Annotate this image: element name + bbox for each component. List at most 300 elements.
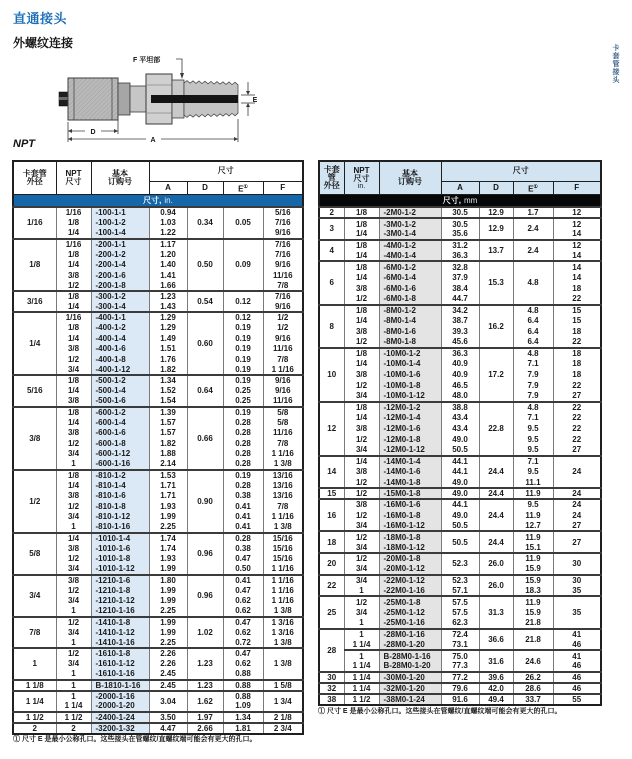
dim-d-cell: 0.90 bbox=[187, 470, 223, 533]
tube-od-cell: 12 bbox=[319, 402, 344, 456]
header-dim-d: D bbox=[479, 181, 513, 195]
table-row bbox=[13, 480, 303, 491]
dim-a-cell: 1.71 bbox=[149, 480, 187, 491]
table-row bbox=[319, 369, 601, 380]
ordering-number-cell: -2000-1-16 bbox=[91, 691, 149, 702]
dim-f-cell: 15/16 bbox=[263, 543, 303, 554]
dim-e-cell: 9.5 bbox=[513, 423, 553, 434]
ordering-number-cell: -1610-1-8 bbox=[91, 648, 149, 659]
tube-od-cell: 3/16 bbox=[13, 291, 56, 312]
dim-e-cell: 0.41 bbox=[223, 501, 263, 512]
dim-a-cell: 1.23 bbox=[149, 291, 187, 302]
ordering-number-cell: -200-1-6 bbox=[91, 270, 149, 281]
dim-f-cell: 7/8 bbox=[263, 281, 303, 292]
ordering-number-cell: -10M0-1-2 bbox=[379, 348, 441, 359]
dim-d-cell: 22.8 bbox=[479, 402, 513, 456]
dim-a-cell: 57.5 bbox=[441, 607, 479, 618]
ordering-number-cell: -20M0-1-12 bbox=[379, 564, 441, 575]
dim-e-cell: 0.41 bbox=[223, 522, 263, 533]
table-row bbox=[13, 638, 303, 649]
dim-e-cell: 0.47 bbox=[223, 617, 263, 628]
table-row bbox=[319, 639, 601, 650]
footnote-inches: ① 尺寸 E 是最小公称孔口。这些接头在管螺纹/直螺纹端可能会有更大的孔口。 bbox=[13, 736, 257, 743]
dim-f-cell: 14 bbox=[553, 229, 601, 240]
dim-e-cell: 1.09 bbox=[223, 701, 263, 712]
header-dim-a: A bbox=[441, 181, 479, 195]
dim-f-cell: 11/16 bbox=[263, 270, 303, 281]
ordering-number-cell: -8M0-1-8 bbox=[379, 337, 441, 348]
dim-a-cell: 2.45 bbox=[149, 669, 187, 680]
ordering-number-cell: -1210-1-12 bbox=[91, 596, 149, 607]
dim-npt-cell: 1/2 bbox=[344, 510, 379, 521]
dim-e-cell: 15.9 bbox=[513, 564, 553, 575]
dim-npt-cell: 1/2 bbox=[56, 438, 91, 449]
ordering-number-cell: -18M0-1-8 bbox=[379, 531, 441, 542]
ordering-number-cell: -810-1-4 bbox=[91, 480, 149, 491]
dim-e-cell: 7.1 bbox=[513, 359, 553, 370]
table-row bbox=[13, 617, 303, 628]
ordering-number-cell: -810-1-8 bbox=[91, 501, 149, 512]
dim-e-cell: 21.8 bbox=[513, 618, 553, 629]
dim-a-cell: 1.57 bbox=[149, 417, 187, 428]
ordering-number-cell: -200-1-1 bbox=[91, 239, 149, 250]
dim-npt-cell: 1/8 bbox=[344, 261, 379, 272]
dim-a-cell: 50.5 bbox=[441, 445, 479, 456]
dim-f-cell: 46 bbox=[553, 639, 601, 650]
dim-e-cell: 6.4 bbox=[513, 337, 553, 348]
dim-e-cell: 15.1 bbox=[513, 542, 553, 553]
dim-e-cell: 0.88 bbox=[223, 680, 263, 691]
header-dimensions: 尺寸 bbox=[441, 161, 601, 181]
dim-a-cell: 77.2 bbox=[441, 672, 479, 683]
dim-npt-cell: 1 bbox=[344, 618, 379, 629]
dim-f-cell: 18 bbox=[553, 359, 601, 370]
dim-npt-cell: 3/4 bbox=[56, 564, 91, 575]
ordering-number-cell: -16M0-1-6 bbox=[379, 499, 441, 510]
dim-a-cell: 1.03 bbox=[149, 218, 187, 229]
table-row bbox=[13, 428, 303, 439]
ordering-number-cell: -600-1-4 bbox=[91, 417, 149, 428]
dim-e-cell: 7.9 bbox=[513, 391, 553, 402]
dim-npt-cell: 1/2 bbox=[56, 501, 91, 512]
table-row bbox=[319, 531, 601, 542]
dim-f-cell: 18 bbox=[553, 283, 601, 294]
dim-e-cell: 11.9 bbox=[513, 488, 553, 499]
dim-f-cell: 7/16 bbox=[263, 291, 303, 302]
dim-e-cell: 0.88 bbox=[223, 669, 263, 680]
dim-npt-cell: 2 bbox=[56, 723, 91, 734]
dim-npt-cell: 1/4 bbox=[56, 417, 91, 428]
dim-npt-cell: 1/2 bbox=[344, 553, 379, 564]
tube-od-cell: 5/8 bbox=[13, 533, 56, 575]
ordering-number-cell: -14M0-1-6 bbox=[379, 466, 441, 477]
dim-e-cell: 15.9 bbox=[513, 607, 553, 618]
dim-e-cell: 1.7 bbox=[513, 207, 553, 218]
header-npt-size: NPT 尺寸 in. bbox=[344, 161, 379, 195]
size-group-1-16 bbox=[13, 207, 303, 239]
dim-a-cell: 1.54 bbox=[149, 396, 187, 407]
tube-od-cell: 10 bbox=[319, 348, 344, 402]
dim-f-cell: 14 bbox=[553, 261, 601, 272]
dim-a-cell: 52.3 bbox=[441, 575, 479, 586]
dim-f-cell: 1 1/16 bbox=[263, 365, 303, 376]
dim-npt-cell: 3/4 bbox=[56, 659, 91, 670]
ordering-number-cell: -25M0-1-16 bbox=[379, 618, 441, 629]
dim-e-cell: 21.8 bbox=[513, 629, 553, 651]
tube-od-cell: 14 bbox=[319, 456, 344, 488]
dim-a-cell: 1.82 bbox=[149, 438, 187, 449]
dim-npt-cell: 3/8 bbox=[56, 491, 91, 502]
dim-a-cell: 1.99 bbox=[149, 617, 187, 628]
table-row bbox=[13, 691, 303, 702]
npt-table-inches bbox=[12, 160, 304, 735]
header-ordering-number: 基本 订购号 bbox=[379, 161, 441, 195]
dim-npt-cell: 1/8 bbox=[344, 305, 379, 316]
size-group-3-16 bbox=[13, 291, 303, 312]
table-row bbox=[13, 491, 303, 502]
dim-e-cell: 4.8 bbox=[513, 261, 553, 304]
table-row bbox=[319, 672, 601, 683]
size-group-3 bbox=[319, 218, 601, 240]
table-row bbox=[13, 407, 303, 418]
dim-npt-cell: 1/2 bbox=[56, 617, 91, 628]
size-group-1-1-4 bbox=[13, 691, 303, 712]
table-row bbox=[13, 354, 303, 365]
tube-od-cell: 15 bbox=[319, 488, 344, 499]
ordering-number-cell: -400-1-1 bbox=[91, 312, 149, 323]
dim-f-cell: 7/16 bbox=[263, 218, 303, 229]
dim-d-cell: 1.23 bbox=[187, 680, 223, 691]
dim-a-cell: 3.04 bbox=[149, 691, 187, 712]
dim-e-cell: 4.8 bbox=[513, 348, 553, 359]
dim-e-cell: 0.19 bbox=[223, 470, 263, 481]
dim-npt-cell: 1 1/4 bbox=[344, 683, 379, 694]
ordering-number-cell: -10M0-1-6 bbox=[379, 369, 441, 380]
dim-f-cell: 11/16 bbox=[263, 396, 303, 407]
dim-e-cell: 0.12 bbox=[223, 312, 263, 323]
table-row bbox=[13, 669, 303, 680]
dim-a-cell: 1.52 bbox=[149, 386, 187, 397]
dim-npt-cell: 1 bbox=[56, 638, 91, 649]
dim-a-cell: 1.34 bbox=[149, 375, 187, 386]
dim-d-cell: 1.02 bbox=[187, 617, 223, 649]
dim-e-cell: 0.62 bbox=[223, 596, 263, 607]
ordering-number-cell: -810-1-2 bbox=[91, 470, 149, 481]
dim-npt-cell: 1/16 bbox=[56, 207, 91, 218]
table-row bbox=[319, 305, 601, 316]
dim-npt-cell: 3/8 bbox=[56, 543, 91, 554]
dim-npt-cell: 1/8 bbox=[56, 470, 91, 481]
ordering-number-cell: B-28M0-1-20 bbox=[379, 661, 441, 672]
dim-e-cell: 0.28 bbox=[223, 480, 263, 491]
ordering-number-cell: -1410-1-16 bbox=[91, 638, 149, 649]
dim-npt-cell: 1/2 bbox=[344, 477, 379, 488]
dim-f-cell: 22 bbox=[553, 380, 601, 391]
size-group-5-8 bbox=[13, 533, 303, 575]
dim-f-cell: 41 bbox=[553, 650, 601, 661]
dim-npt-cell: 1 bbox=[344, 585, 379, 596]
ordering-number-cell: -16M0-1-8 bbox=[379, 510, 441, 521]
collar bbox=[118, 83, 130, 115]
dim-a-cell: 30.5 bbox=[441, 207, 479, 218]
header-npt-size: NPT 尺寸 bbox=[56, 161, 91, 195]
dim-e-cell: 0.72 bbox=[223, 638, 263, 649]
dim-npt-cell: 3/8 bbox=[56, 428, 91, 439]
dim-npt-cell: 1/2 bbox=[344, 488, 379, 499]
dim-e-cell: 15.9 bbox=[513, 575, 553, 586]
dim-d-cell: 24.4 bbox=[479, 456, 513, 488]
dim-e-cell: 0.19 bbox=[223, 365, 263, 376]
ordering-number-cell: -3200-1-32 bbox=[91, 723, 149, 734]
dim-a-cell: 0.94 bbox=[149, 207, 187, 218]
dim-npt-cell: 3/4 bbox=[344, 575, 379, 586]
dim-npt-cell: 1 1/2 bbox=[344, 694, 379, 705]
dim-a-cell: 2.14 bbox=[149, 459, 187, 470]
dim-npt-cell: 1/2 bbox=[56, 281, 91, 292]
dim-npt-cell: 3/4 bbox=[344, 542, 379, 553]
ordering-number-cell: -25M0-1-12 bbox=[379, 607, 441, 618]
ordering-number-cell: -2M0-1-2 bbox=[379, 207, 441, 218]
dim-npt-cell: 1/4 bbox=[344, 359, 379, 370]
dim-e-cell: 11.1 bbox=[513, 477, 553, 488]
table-row bbox=[319, 229, 601, 240]
neck bbox=[130, 86, 146, 112]
dim-e-cell: 0.28 bbox=[223, 417, 263, 428]
dim-npt-cell: 1/8 bbox=[344, 402, 379, 413]
dim-e-cell: 7.9 bbox=[513, 380, 553, 391]
dim-a-cell: 38.4 bbox=[441, 283, 479, 294]
dim-f-cell: 1 1/16 bbox=[263, 512, 303, 523]
dim-npt-cell: 1/8 bbox=[56, 407, 91, 418]
dim-d-cell: 1.23 bbox=[187, 648, 223, 680]
dim-f-cell: 46 bbox=[553, 672, 601, 683]
dim-f-cell: 7/8 bbox=[263, 501, 303, 512]
dim-f-cell: 12 bbox=[553, 218, 601, 229]
dim-npt-cell: 3/4 bbox=[56, 627, 91, 638]
dim-f-cell: 27 bbox=[553, 391, 601, 402]
dim-a-cell: 1.99 bbox=[149, 512, 187, 523]
dim-f-cell: 27 bbox=[553, 521, 601, 532]
ordering-number-cell: B-1810-1-16 bbox=[91, 680, 149, 691]
size-group-1 bbox=[13, 648, 303, 680]
dim-a-cell: 49.0 bbox=[441, 510, 479, 521]
dim-a-cell: 77.3 bbox=[441, 661, 479, 672]
fitting-diagram bbox=[58, 52, 263, 144]
dim-a-cell: 1.74 bbox=[149, 533, 187, 544]
tube-od-cell: 20 bbox=[319, 553, 344, 575]
size-group-1-2 bbox=[13, 470, 303, 533]
dim-a-cell: 44.1 bbox=[441, 466, 479, 477]
header-dim-a: A bbox=[149, 181, 187, 195]
dim-a-cell: 40.9 bbox=[441, 369, 479, 380]
dim-f-cell: 1 3/8 bbox=[263, 638, 303, 649]
dim-f-cell: 1 3/8 bbox=[263, 522, 303, 533]
dim-d-cell: 1.62 bbox=[187, 691, 223, 712]
ordering-number-cell: -28M0-1-20 bbox=[379, 639, 441, 650]
dim-d-cell: 0.34 bbox=[187, 207, 223, 239]
dim-a-cell: 2.26 bbox=[149, 659, 187, 670]
dim-d-cell: 0.66 bbox=[187, 407, 223, 470]
dim-a-cell: 1.82 bbox=[149, 365, 187, 376]
ordering-number-cell: -12M0-1-12 bbox=[379, 445, 441, 456]
dim-npt-cell: 1/8 bbox=[344, 218, 379, 229]
dim-npt-cell: 1/4 bbox=[56, 386, 91, 397]
dim-f-cell: 1 3/16 bbox=[263, 617, 303, 628]
ordering-number-cell: -3M0-1-2 bbox=[379, 218, 441, 229]
ordering-number-cell: -1010-1-4 bbox=[91, 533, 149, 544]
dim-npt-cell: 3/8 bbox=[56, 396, 91, 407]
dim-npt-cell: 1 bbox=[56, 691, 91, 702]
dim-npt-cell: 1/2 bbox=[344, 380, 379, 391]
dim-npt-cell: 3/8 bbox=[56, 575, 91, 586]
dim-d-cell: 0.96 bbox=[187, 575, 223, 617]
dim-a-cell: 36.3 bbox=[441, 251, 479, 262]
dim-a-cell: 72.4 bbox=[441, 629, 479, 640]
dim-f-cell: 24 bbox=[553, 488, 601, 499]
table-row bbox=[319, 553, 601, 564]
dim-d-cell: 0.50 bbox=[187, 239, 223, 292]
dim-e-cell: 0.19 bbox=[223, 354, 263, 365]
table-row bbox=[13, 575, 303, 586]
ordering-number-cell: -25M0-1-8 bbox=[379, 596, 441, 607]
table-inches-wrapper bbox=[12, 160, 304, 735]
dim-a-label: A bbox=[150, 137, 156, 144]
dim-e-cell: 0.62 bbox=[223, 659, 263, 670]
dim-npt-cell: 3/4 bbox=[344, 564, 379, 575]
dim-e-cell: 24.6 bbox=[513, 650, 553, 672]
ordering-number-cell: -810-1-16 bbox=[91, 522, 149, 533]
table-row bbox=[319, 499, 601, 510]
dim-f-cell: 1 3/8 bbox=[263, 648, 303, 680]
dim-a-cell: 1.76 bbox=[149, 354, 187, 365]
dim-npt-cell: 1 1/4 bbox=[344, 661, 379, 672]
ordering-number-cell: -15M0-1-8 bbox=[379, 488, 441, 499]
ordering-number-cell: -400-1-12 bbox=[91, 365, 149, 376]
table-row bbox=[13, 375, 303, 386]
table-row bbox=[319, 683, 601, 694]
dim-e-cell: 7.9 bbox=[513, 369, 553, 380]
table-row bbox=[319, 402, 601, 413]
header-dim-f: F bbox=[263, 181, 303, 195]
header-ordering-number: 基本 订购号 bbox=[91, 161, 149, 195]
size-group-22 bbox=[319, 575, 601, 597]
dim-f-cell: 1 3/16 bbox=[263, 627, 303, 638]
dim-a-cell: 38.7 bbox=[441, 315, 479, 326]
dim-f-cell: 22 bbox=[553, 413, 601, 424]
tube-od-cell: 1/2 bbox=[13, 470, 56, 533]
dim-npt-cell: 1/2 bbox=[344, 434, 379, 445]
page-subtitle: 外螺纹连接 bbox=[13, 36, 74, 50]
dim-f-cell: 1 5/8 bbox=[263, 680, 303, 691]
dim-a-cell: 43.4 bbox=[441, 413, 479, 424]
dim-f-cell: 1 1/16 bbox=[263, 596, 303, 607]
ordering-number-cell: -4M0-1-2 bbox=[379, 240, 441, 251]
table-row bbox=[319, 445, 601, 456]
dim-a-cell: 1.99 bbox=[149, 585, 187, 596]
dim-d-cell: 13.7 bbox=[479, 240, 513, 262]
dim-f-cell: 1 1/16 bbox=[263, 449, 303, 460]
dim-a-cell: 50.5 bbox=[441, 521, 479, 532]
dim-d-cell: 49.4 bbox=[479, 694, 513, 705]
dim-f-cell: 5/8 bbox=[263, 417, 303, 428]
dim-e-cell: 26.2 bbox=[513, 672, 553, 683]
size-group-38 bbox=[319, 694, 601, 705]
dim-a-cell: 52.3 bbox=[441, 553, 479, 575]
dim-a-cell: 1.41 bbox=[149, 270, 187, 281]
dim-a-cell: 43.4 bbox=[441, 423, 479, 434]
dim-e-cell: 1.81 bbox=[223, 723, 263, 734]
tube-od-cell: 1/4 bbox=[13, 312, 56, 375]
dim-f-cell: 41 bbox=[553, 629, 601, 640]
dim-e-cell: 11.9 bbox=[513, 510, 553, 521]
table-row bbox=[319, 585, 601, 596]
dim-a-cell: 37.9 bbox=[441, 272, 479, 283]
dim-e-cell: 0.41 bbox=[223, 575, 263, 586]
ordering-number-cell: -10M0-1-4 bbox=[379, 359, 441, 370]
dim-a-cell: 1.93 bbox=[149, 501, 187, 512]
dim-a-cell: 1.99 bbox=[149, 564, 187, 575]
table-row bbox=[13, 659, 303, 670]
header-dim-e: E① bbox=[513, 181, 553, 195]
dim-e-cell: 0.38 bbox=[223, 543, 263, 554]
dim-a-cell: 1.22 bbox=[149, 228, 187, 239]
ordering-number-cell: -300-1-2 bbox=[91, 291, 149, 302]
table-row bbox=[319, 240, 601, 251]
dim-d-cell: 31.6 bbox=[479, 650, 513, 672]
ordering-number-cell: -22M0-1-16 bbox=[379, 585, 441, 596]
tube-od-cell: 7/8 bbox=[13, 617, 56, 649]
units-band bbox=[319, 195, 601, 208]
dim-a-cell: 1.71 bbox=[149, 491, 187, 502]
dim-npt-cell: 1/4 bbox=[56, 333, 91, 344]
size-group-10 bbox=[319, 348, 601, 402]
dim-e-cell: 0.28 bbox=[223, 438, 263, 449]
tube-od-cell: 6 bbox=[319, 261, 344, 304]
ordering-number-cell: -100-1-4 bbox=[91, 228, 149, 239]
dim-f-cell: 27 bbox=[553, 445, 601, 456]
ordering-number-cell: -400-1-6 bbox=[91, 344, 149, 355]
table-row bbox=[13, 470, 303, 481]
table-row bbox=[319, 629, 601, 640]
table-row bbox=[319, 251, 601, 262]
table-row bbox=[13, 512, 303, 523]
dim-npt-cell: 1 1/4 bbox=[344, 639, 379, 650]
dim-a-cell: 44.1 bbox=[441, 456, 479, 467]
dim-f-cell: 15/16 bbox=[263, 554, 303, 565]
dim-npt-cell: 1/8 bbox=[344, 348, 379, 359]
dim-f-cell: 13/16 bbox=[263, 491, 303, 502]
size-group-32 bbox=[319, 683, 601, 694]
size-group-3-4 bbox=[13, 575, 303, 617]
dim-f-cell: 1 1/16 bbox=[263, 585, 303, 596]
dim-a-cell: 1.49 bbox=[149, 333, 187, 344]
dim-e-cell: 6.4 bbox=[513, 326, 553, 337]
dim-a-cell: 79.6 bbox=[441, 683, 479, 694]
dim-e-cell: 0.28 bbox=[223, 459, 263, 470]
dim-npt-cell: 3/4 bbox=[344, 521, 379, 532]
dim-a-cell: 46.5 bbox=[441, 380, 479, 391]
table-row bbox=[13, 680, 303, 691]
dim-a-cell: 31.2 bbox=[441, 240, 479, 251]
dim-a-cell: 3.50 bbox=[149, 712, 187, 723]
tube-od-cell: 1 1/8 bbox=[13, 680, 56, 691]
dim-a-cell: 1.29 bbox=[149, 312, 187, 323]
ordering-number-cell: -300-1-4 bbox=[91, 302, 149, 313]
dim-e-cell: 11.9 bbox=[513, 553, 553, 564]
dim-npt-cell: 3/8 bbox=[344, 369, 379, 380]
dim-d-cell: 12.9 bbox=[479, 218, 513, 240]
tube-od-cell: 3 bbox=[319, 218, 344, 240]
